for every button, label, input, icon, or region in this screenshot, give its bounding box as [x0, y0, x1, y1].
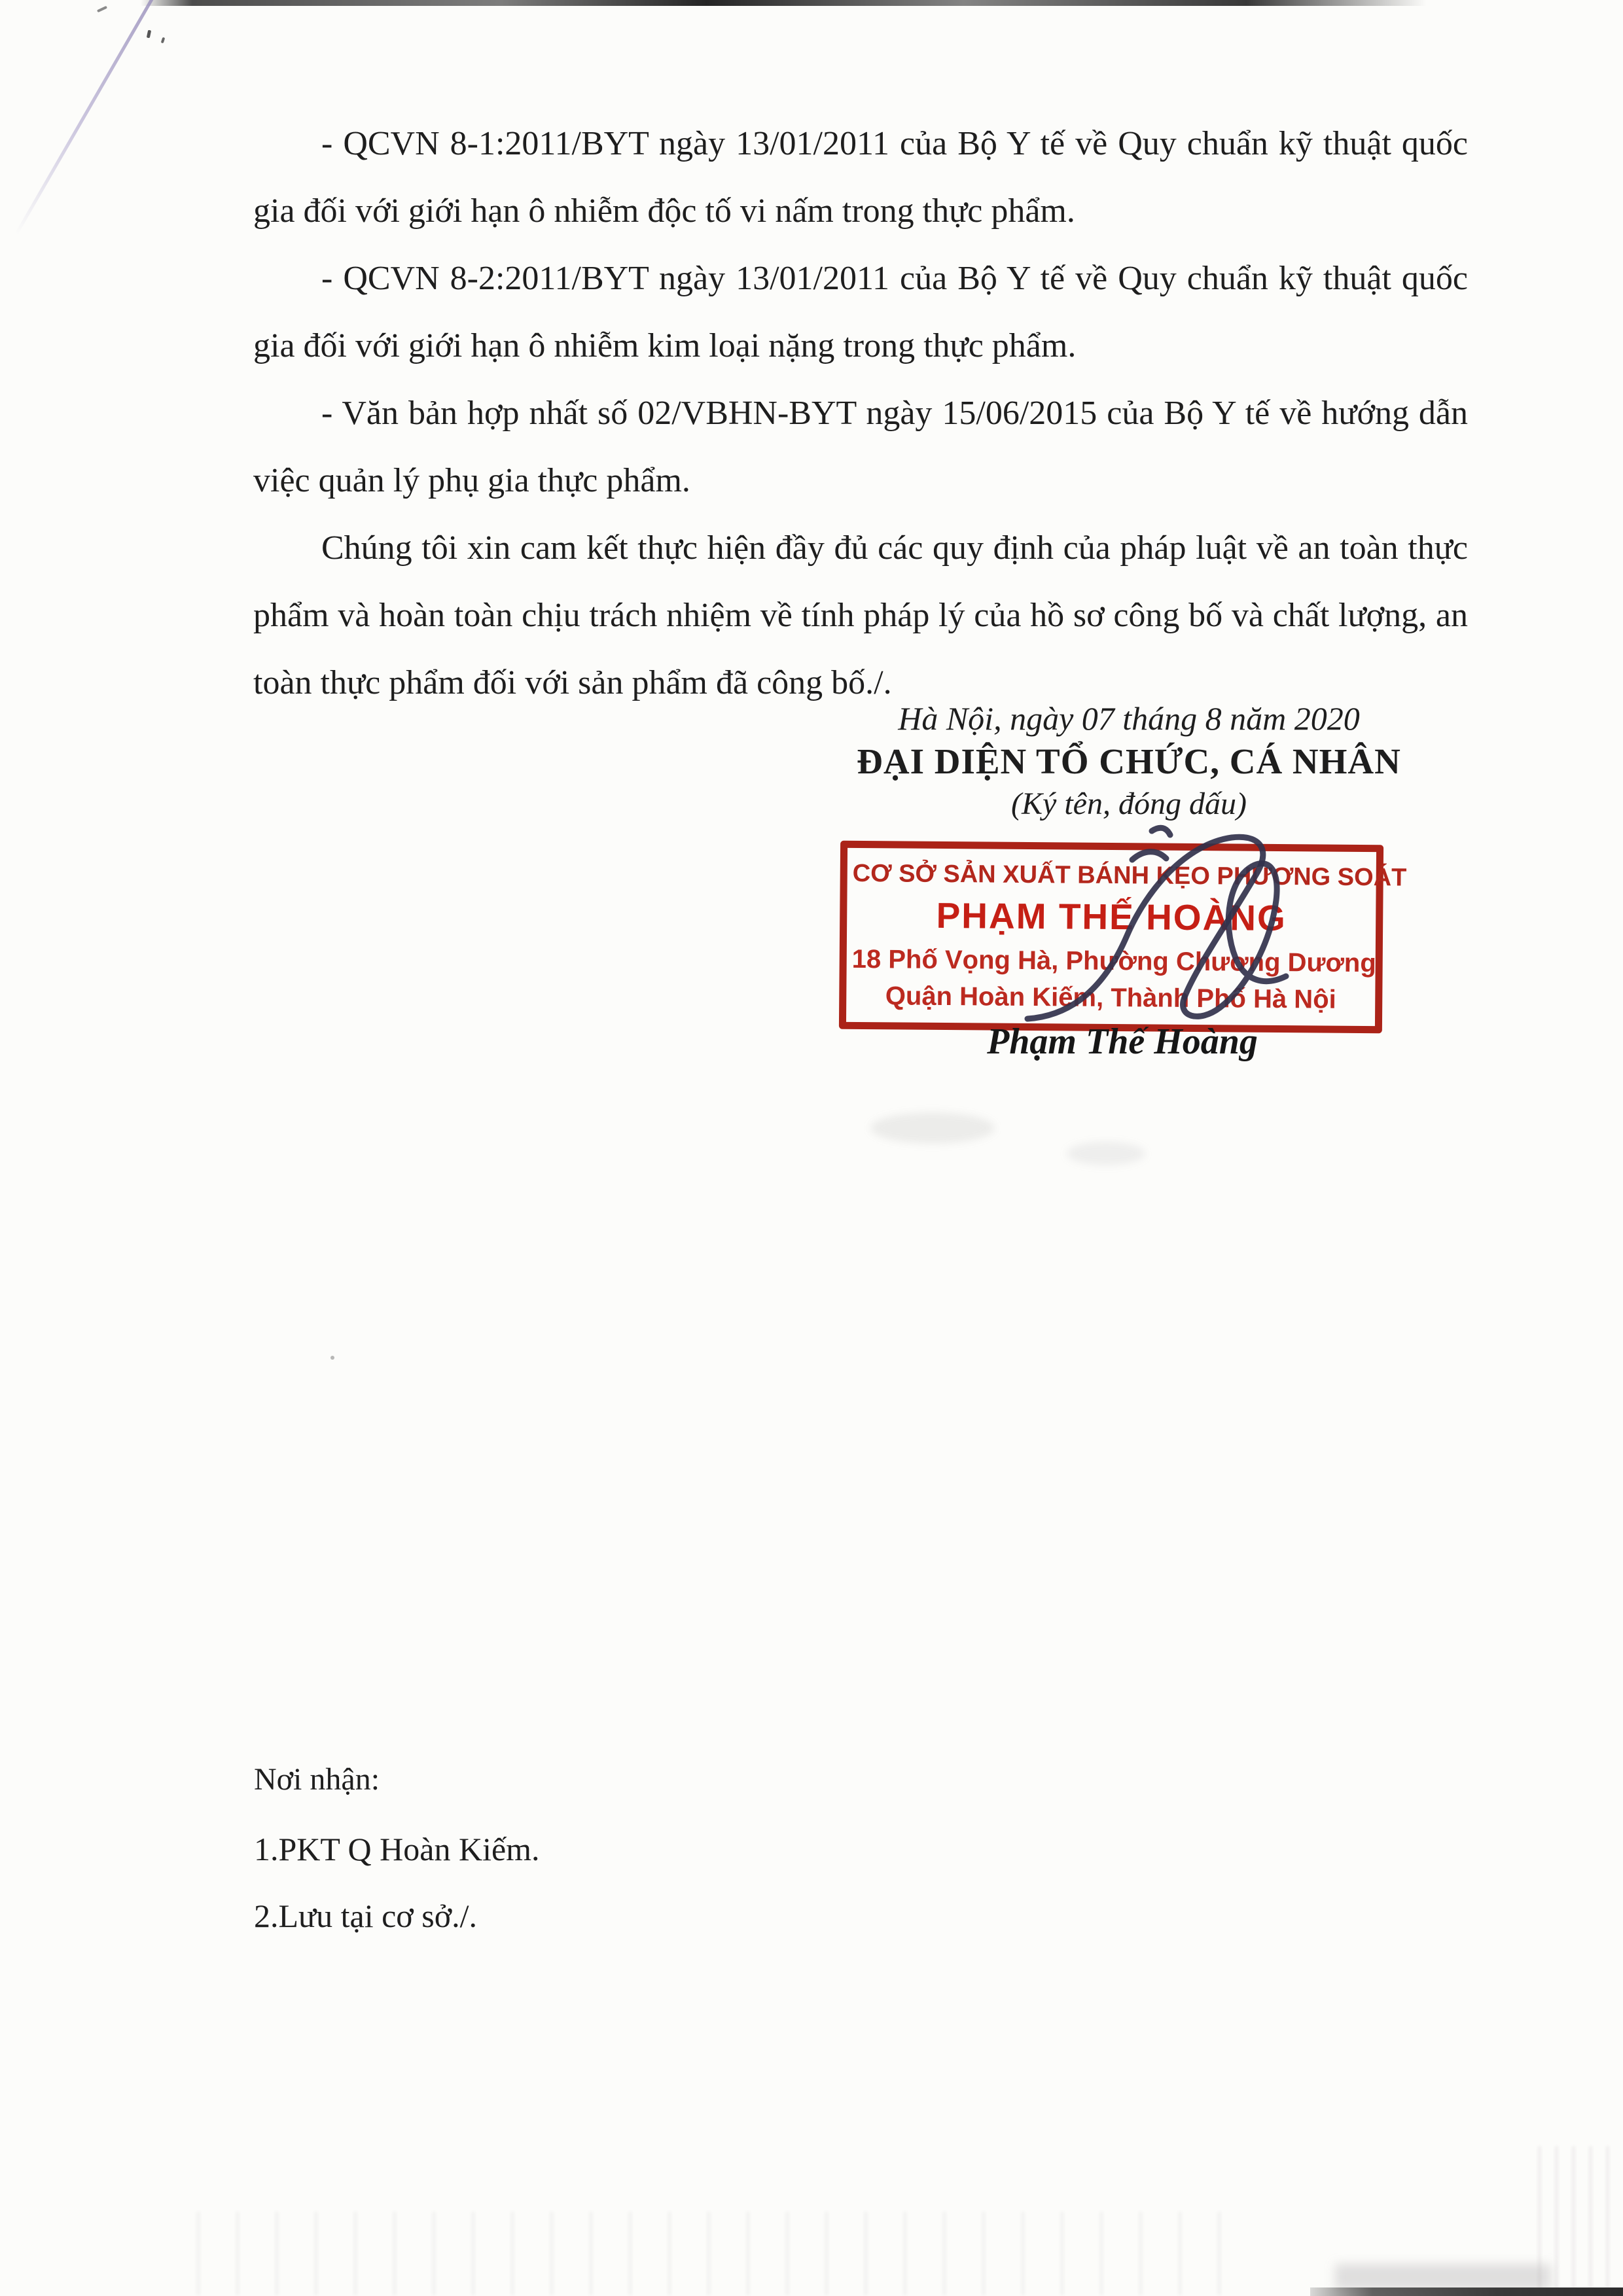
stray-dot-mark: [330, 1356, 334, 1360]
stamp-company-name: CƠ SỞ SẢN XUẤT BÁNH KẸO PHƯƠNG SOÁT: [852, 859, 1407, 892]
paragraph-qcvn-8-1: - QCVN 8-1:2011/BYT ngày 13/01/2011 của Bộ Y tế về Quy chuẩn kỹ thuật quốc gia đối với giới hạn ô nhiễm độc tố vi nấm trong thực phẩm.: [253, 125, 1468, 230]
ink-smudge: [1067, 1142, 1145, 1165]
closing-block: [753, 698, 1505, 824]
ink-smudge: [870, 1112, 995, 1144]
recipient-item: 2.Lưu tại cơ sở./.: [254, 1898, 478, 1934]
bottom-scan-smudge: [1335, 2264, 1551, 2290]
handwritten-signature-ink: [936, 819, 1381, 1042]
fold-line-artifact: [14, 0, 154, 236]
paragraph-vbhn-byt: - Văn bản hợp nhất số 02/VBHN-BYT ngày 15/06/2015 của Bộ Y tế về hướng dẫn việc quản lý phụ gia thực phẩm.: [253, 395, 1468, 499]
stray-quote-mark: [147, 30, 151, 39]
bottom-scan-streaks: [196, 2212, 1243, 2295]
recipient-item: 1.PKT Q Hoàn Kiếm.: [254, 1831, 540, 1867]
top-scan-edge-artifact: [141, 0, 1427, 6]
recipients-label: Nơi nhận:: [254, 1762, 380, 1797]
stamp-address-line-1: 18 Phố Vọng Hà, Phường Chương Dương: [851, 944, 1376, 978]
representative-title: ĐẠI DIỆN TỔ CHỨC, CÁ NHÂN: [857, 741, 1401, 781]
stamp-address-line-2: Quận Hoàn Kiếm, Thành Phố Hà Nội: [885, 981, 1336, 1014]
recipients-block: [254, 1761, 540, 1964]
stamp-owner-name: PHẠM THẾ HOÀNG: [936, 894, 1287, 939]
paragraph-qcvn-8-2: - QCVN 8-2:2011/BYT ngày 13/01/2011 của Bộ Y tế về Quy chuẩn kỹ thuật quốc gia đối với giới hạn ô nhiễm kim loại nặng trong thực phẩm.: [253, 260, 1468, 364]
pen-tick-mark: [97, 6, 107, 12]
document-body: [253, 110, 1468, 716]
stray-comma-mark: [161, 37, 166, 44]
paragraph-commitment: Chúng tôi xin cam kết thực hiện đầy đủ các quy định của pháp luật về an toàn thực phẩm và hoàn toàn chịu trách nhiệm về tính pháp lý của hồ sơ công bố và chất lượng, an toàn thực phẩm đối với sản phẩm đã công bố./.: [253, 529, 1468, 701]
signing-note: (Ký tên, đóng dấu): [1011, 786, 1247, 821]
bottom-scan-bar-artifact: [1310, 2287, 1623, 2296]
place-date-line: Hà Nội, ngày 07 tháng 8 năm 2020: [898, 700, 1360, 737]
signer-name: Phạm Thế Hoàng: [987, 1021, 1258, 1062]
